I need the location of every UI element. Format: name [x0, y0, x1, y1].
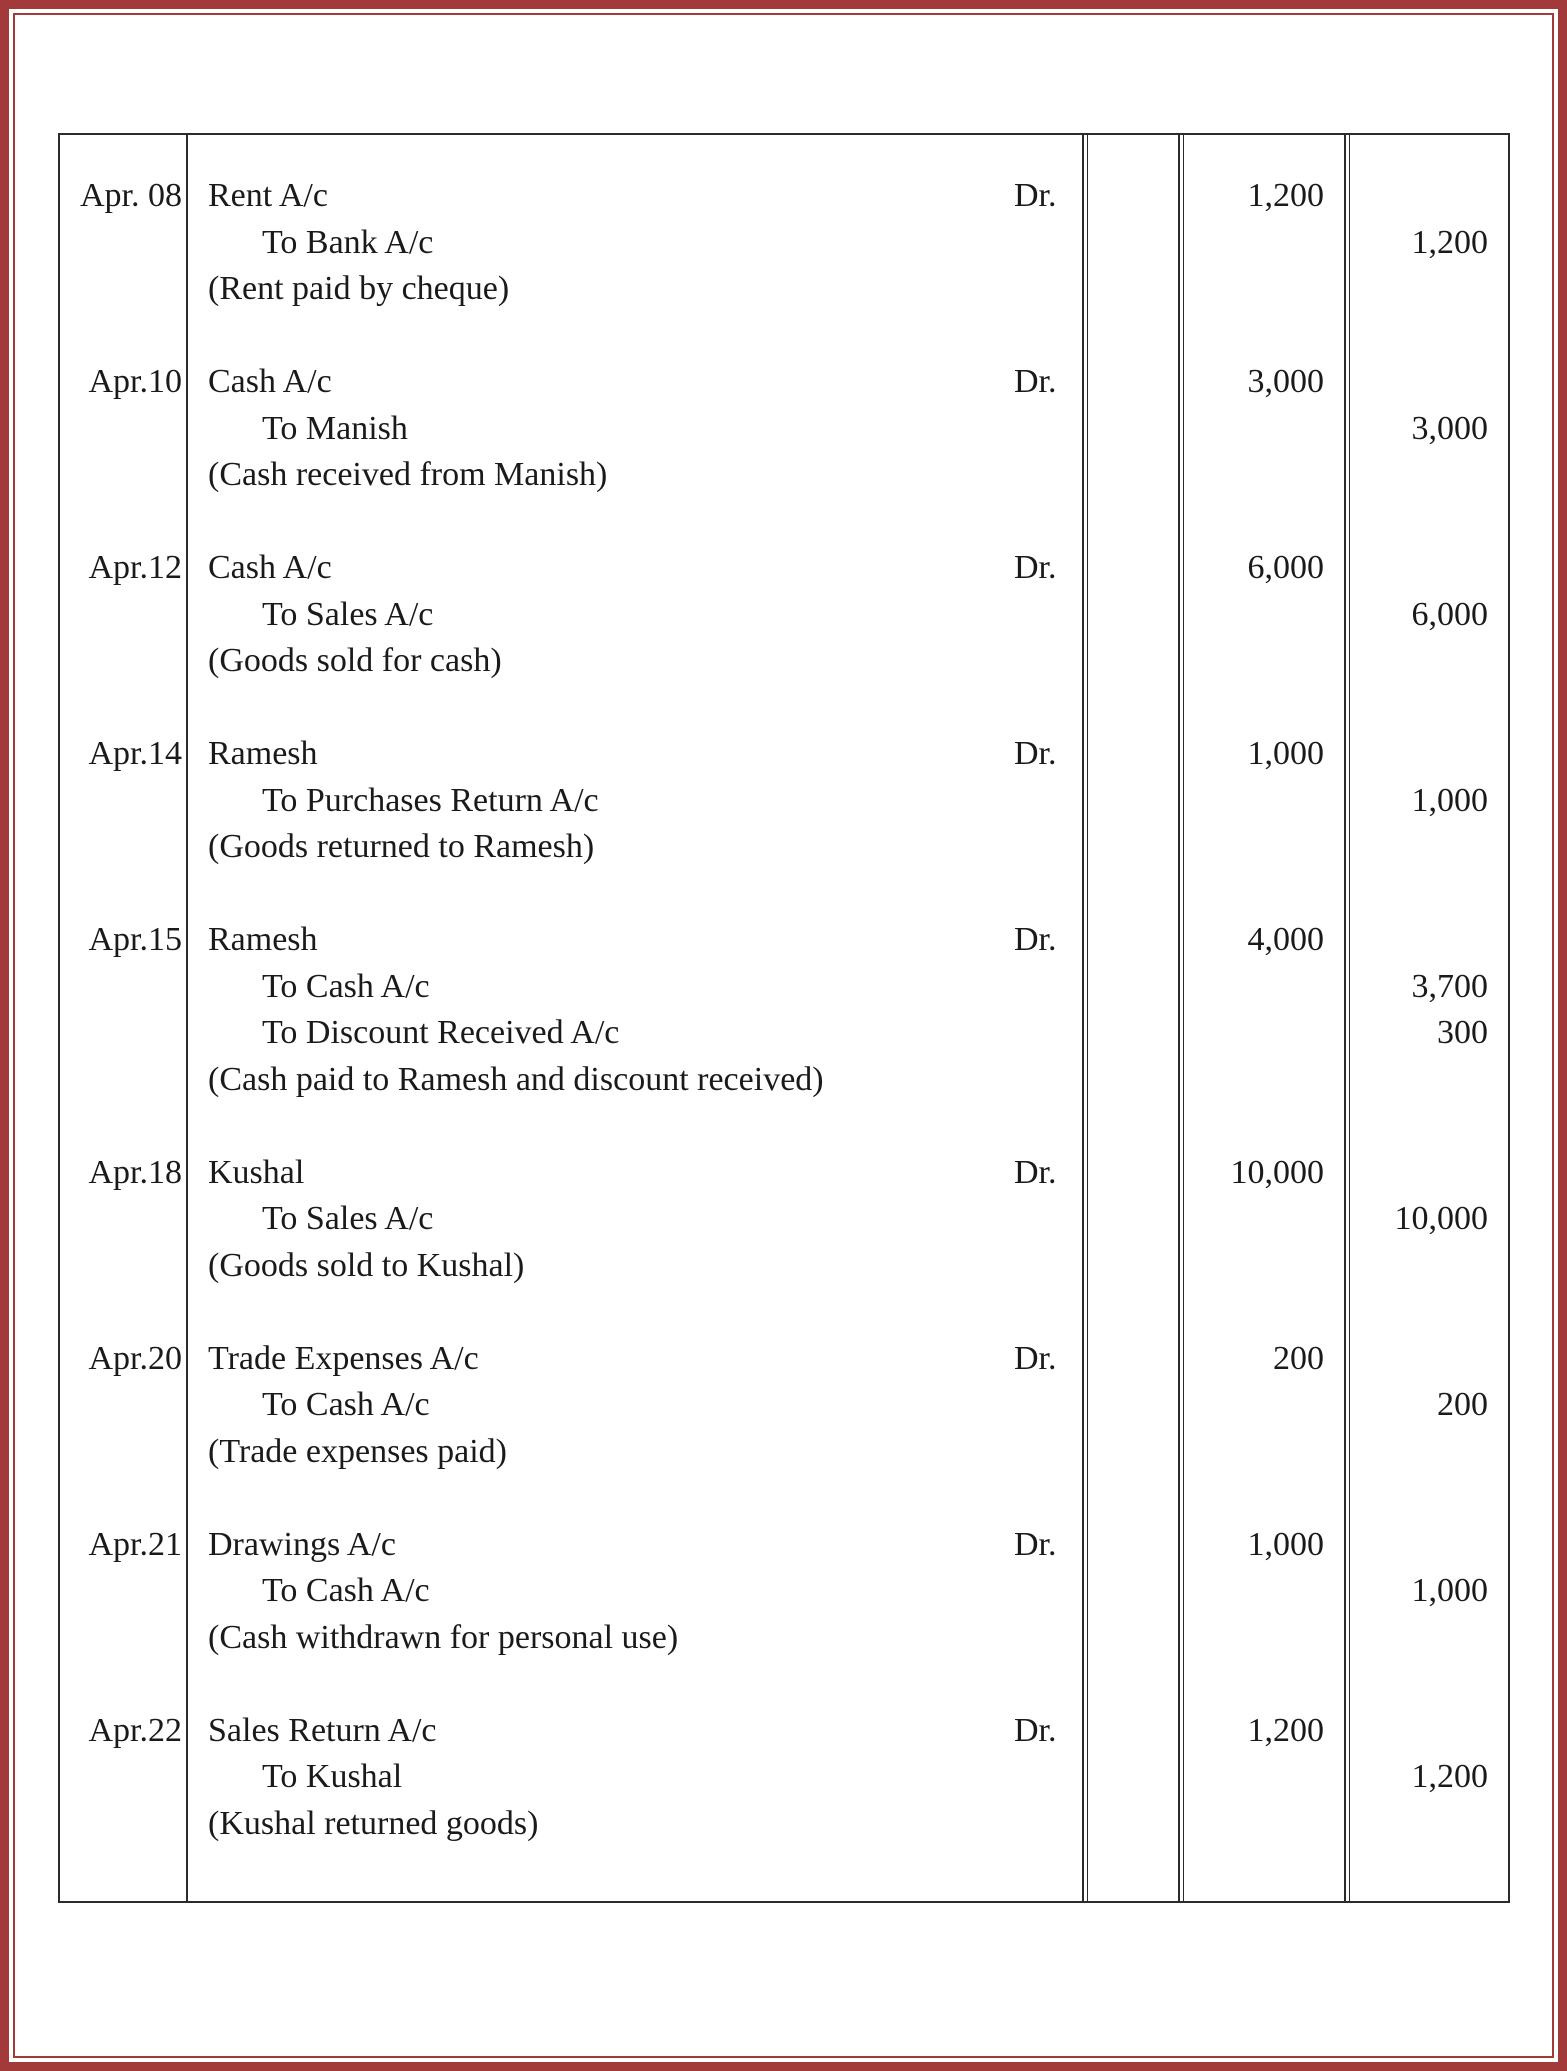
- credit-amount: 1,000: [1411, 1572, 1488, 1609]
- narration: (Cash paid to Ramesh and discount received): [208, 1060, 824, 1098]
- credit-amount: 3,000: [1411, 409, 1488, 447]
- credit-amount: 6,000: [1411, 595, 1488, 633]
- debit-account: Cash A/c: [208, 549, 332, 586]
- debit-column-divider: [1344, 135, 1346, 1901]
- debit-account: Kushal: [208, 1153, 305, 1191]
- debit-amount: 10,000: [1230, 1153, 1324, 1191]
- entry-date: Apr.15: [88, 921, 182, 958]
- debit-account: Trade Expenses A/c: [208, 1339, 479, 1377]
- dr-label: Dr.: [1014, 1339, 1057, 1377]
- credit-amount: 10,000: [1394, 1200, 1488, 1237]
- credit-amount: 300: [1437, 1014, 1488, 1051]
- debit-amount: 4,000: [1247, 921, 1324, 958]
- credit-account: To Cash A/c: [262, 1572, 430, 1609]
- debit-account: Cash A/c: [208, 363, 332, 400]
- dr-label: Dr.: [1014, 363, 1057, 400]
- dr-label: Dr.: [1014, 1525, 1057, 1563]
- debit-amount: 200: [1273, 1339, 1324, 1377]
- dr-label: Dr.: [1014, 921, 1057, 958]
- entry-date: Apr.20: [88, 1339, 182, 1377]
- narration: (Cash withdrawn for personal use): [208, 1618, 679, 1656]
- lf-column-divider: [1178, 135, 1180, 1901]
- credit-account: To Purchases Return A/c: [262, 781, 599, 819]
- credit-account: To Kushal: [262, 1758, 403, 1795]
- lf-column-divider-double: [1183, 135, 1184, 1901]
- entry-date: Apr.21: [88, 1525, 182, 1563]
- debit-amount: 3,000: [1247, 363, 1324, 400]
- credit-account: To Bank A/c: [262, 223, 434, 261]
- credit-amount: 200: [1437, 1386, 1488, 1423]
- narration: (Goods returned to Ramesh): [208, 828, 595, 865]
- credit-account: To Manish: [262, 409, 408, 447]
- particulars-column-divider-double: [1087, 135, 1088, 1901]
- debit-amount: 1,200: [1247, 1711, 1324, 1749]
- credit-account: To Sales A/c: [262, 595, 434, 633]
- debit-account: Rent A/c: [208, 177, 328, 214]
- entry-date: Apr.10: [88, 363, 182, 400]
- credit-amount: 1,200: [1411, 1758, 1488, 1795]
- credit-amount: 3,700: [1411, 967, 1488, 1005]
- narration: (Goods sold for cash): [208, 642, 502, 679]
- credit-account: To Discount Received A/c: [262, 1014, 620, 1051]
- entry-date: Apr.12: [88, 549, 182, 586]
- dr-label: Dr.: [1014, 549, 1057, 586]
- credit-amount: 1,200: [1411, 223, 1488, 261]
- debit-account: Ramesh: [208, 921, 318, 958]
- entry-date: Apr.22: [88, 1711, 182, 1749]
- dr-label: Dr.: [1014, 735, 1057, 772]
- narration: (Trade expenses paid): [208, 1432, 507, 1470]
- journal-table: [58, 133, 1510, 1903]
- debit-amount: 6,000: [1247, 549, 1324, 586]
- credit-account: To Cash A/c: [262, 1386, 430, 1423]
- dr-label: Dr.: [1014, 1153, 1057, 1191]
- credit-account: To Sales A/c: [262, 1200, 434, 1237]
- narration: (Cash received from Manish): [208, 456, 608, 493]
- credit-account: To Cash A/c: [262, 967, 430, 1005]
- particulars-column-divider: [1082, 135, 1084, 1901]
- narration: (Rent paid by cheque): [208, 270, 510, 307]
- debit-column-divider-double: [1349, 135, 1350, 1901]
- debit-amount: 1,000: [1247, 1525, 1324, 1563]
- credit-amount: 1,000: [1411, 781, 1488, 819]
- entry-date: Apr.14: [88, 735, 182, 772]
- debit-account: Sales Return A/c: [208, 1711, 437, 1749]
- entry-date: Apr.18: [88, 1153, 182, 1191]
- entry-date: Apr. 08: [80, 177, 182, 214]
- dr-label: Dr.: [1014, 1711, 1057, 1749]
- debit-account: Drawings A/c: [208, 1525, 396, 1563]
- date-column-divider: [186, 135, 188, 1901]
- narration: (Goods sold to Kushal): [208, 1246, 525, 1284]
- dr-label: Dr.: [1014, 177, 1057, 214]
- narration: (Kushal returned goods): [208, 1804, 539, 1842]
- debit-amount: 1,200: [1247, 177, 1324, 214]
- debit-account: Ramesh: [208, 735, 318, 772]
- debit-amount: 1,000: [1247, 735, 1324, 772]
